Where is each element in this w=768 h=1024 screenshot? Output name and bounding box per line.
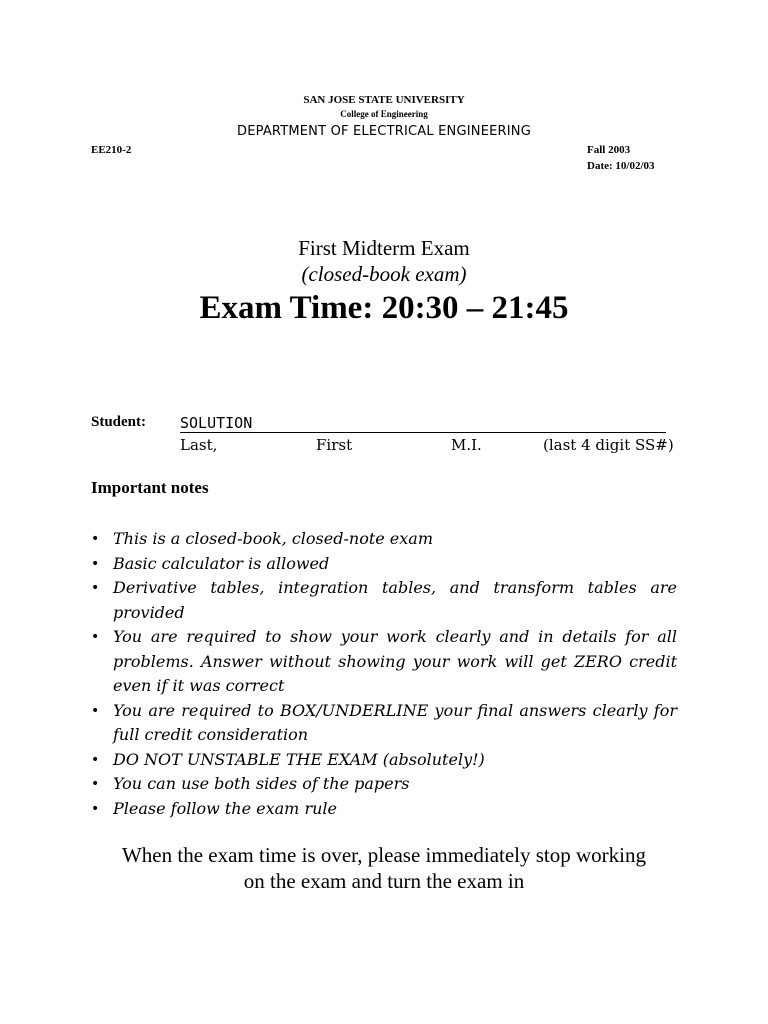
note-text: You can use both sides of the papers [113, 774, 410, 793]
student-label: Student: [91, 414, 147, 430]
ssn-label: (last 4 digit SS#) [543, 436, 674, 454]
department-name: DEPARTMENT OF ELECTRICAL ENGINEERING [237, 124, 531, 139]
term-label: Fall 2003 [587, 144, 631, 156]
term-block [587, 142, 655, 174]
first-name-label: First [316, 436, 353, 454]
student-name-field [180, 414, 666, 433]
bullet-icon: • [91, 555, 100, 572]
exam-subtitle: (closed-book exam) [301, 262, 467, 286]
exam-time: Exam Time: 20:30 – 21:45 [199, 290, 569, 326]
closing-line-1: When the exam time is over, please immediately stop working [121, 843, 646, 867]
note-text: Basic calculator is allowed [113, 553, 330, 573]
course-code: EE210-2 [91, 144, 132, 156]
list-item [91, 699, 677, 748]
university-name: SAN JOSE STATE UNIVERSITY [303, 94, 465, 106]
note-text: You are required to BOX/UNDERLINE your final answers clearly for full credit consideration [113, 700, 677, 744]
list-item [91, 576, 677, 625]
note-text: DO NOT UNSTABLE THE EXAM (absolutely!) [113, 749, 485, 769]
note-text: You are required to show your work clearly and in details for all problems. Answer without showing your work will get ZERO credit even if it was correct [113, 627, 677, 695]
list-item [91, 527, 677, 552]
list-item [91, 552, 677, 577]
bullet-icon: • [91, 629, 100, 645]
bullet-icon: • [91, 580, 100, 596]
college-name: College of Engineering [340, 109, 428, 119]
exam-title: First Midterm Exam [298, 236, 470, 260]
closing-instructions [0, 842, 768, 894]
notes-list [91, 527, 677, 821]
bullet-icon: • [91, 776, 100, 792]
list-item [91, 797, 677, 822]
bullet-icon: • [91, 751, 100, 768]
list-item [91, 625, 677, 699]
middle-initial-label: M.I. [451, 436, 482, 454]
list-item [91, 772, 677, 797]
bullet-icon: • [91, 702, 100, 719]
exam-date: Date: 10/02/03 [587, 160, 655, 172]
list-item [91, 748, 677, 773]
note-text: Please follow the exam rule [113, 798, 337, 818]
bullet-icon: • [91, 531, 100, 547]
note-text: This is a closed-book, closed-note exam [113, 529, 434, 548]
last-name-label: Last, [180, 436, 218, 454]
notes-heading: Important notes [91, 478, 209, 497]
closing-line-2: on the exam and turn the exam in [243, 869, 525, 893]
student-name-value: SOLUTION [180, 414, 253, 432]
note-text: Derivative tables, integration tables, and transform tables are provided [113, 578, 677, 622]
bullet-icon: • [91, 800, 100, 817]
